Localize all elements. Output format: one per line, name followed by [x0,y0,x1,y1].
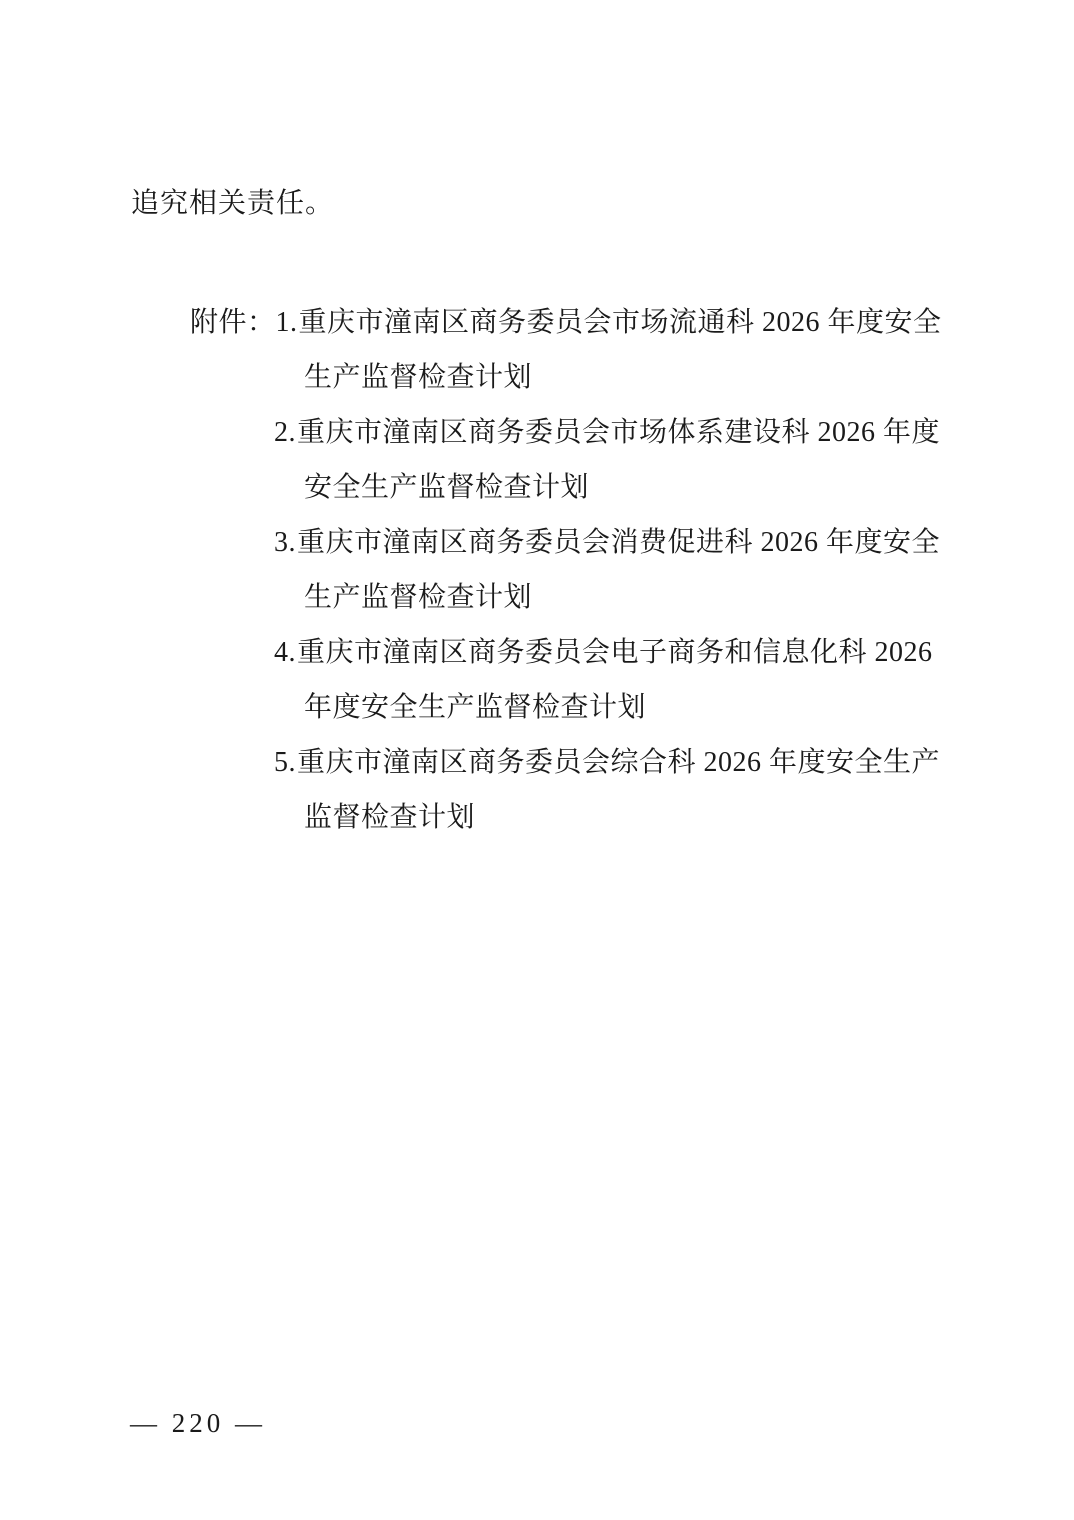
attachment-item-2-title: 重庆市潼南区商务委员会市场体系建设科 2026 年度 [297,417,941,448]
attachment-item-3-first-line [190,515,990,570]
attachments-block [190,295,990,845]
attachment-item-1-title: 重庆市潼南区商务委员会市场流通科 2026 年度安全 [298,307,942,338]
attachment-item-2-wrap-line: 安全生产监督检查计划 [304,472,590,503]
body-paragraph: 追究相关责任。 [131,188,335,219]
attachment-item-4-first-line [190,625,990,680]
attachments-label: 附件： [190,307,276,338]
page-number: — 220 — [130,1408,266,1438]
attachment-item-5-first-line [190,735,990,790]
attachment-item-3-number: 3. [274,527,296,558]
attachment-item-4-number: 4. [274,637,296,668]
attachment-item-3-title: 重庆市潼南区商务委员会消费促进科 2026 年度安全 [297,527,941,558]
attachment-item-1-wrap-line: 生产监督检查计划 [304,362,533,393]
attachment-item-2-first-line [190,405,990,460]
attachment-item-5-title: 重庆市潼南区商务委员会综合科 2026 年度安全生产 [297,747,941,778]
attachment-item-5-number: 5. [274,747,296,778]
attachment-item-5-wrap-line: 监督检查计划 [304,802,476,833]
attachment-item-2-number: 2. [274,417,296,448]
attachment-item-1-number: 1. [275,307,298,338]
attachment-item-3-wrap-line: 生产监督检查计划 [304,582,533,613]
attachment-item-4-wrap-line: 年度安全生产监督检查计划 [304,692,647,723]
attachment-item-4-title: 重庆市潼南区商务委员会电子商务和信息化科 2026 [297,637,933,668]
attachment-item-1-first-line [190,295,990,350]
